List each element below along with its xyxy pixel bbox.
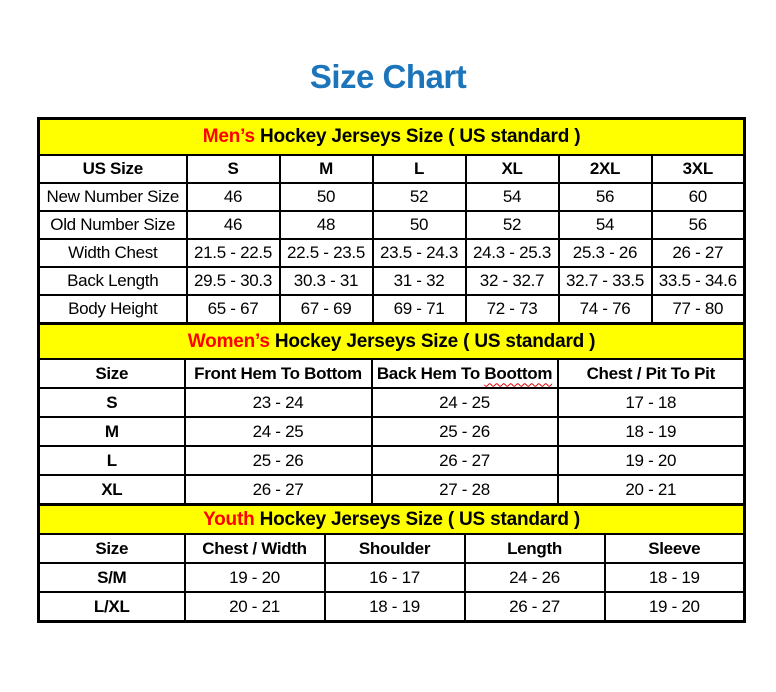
cell-value: 22.5 - 23.5	[280, 239, 373, 267]
cell-value: 56	[559, 183, 652, 211]
column-header-xl: XL	[466, 155, 559, 183]
table-row-body-height	[39, 295, 745, 324]
column-header-back-hem-prefix: Back Hem To	[376, 363, 485, 383]
cell-value: 25 - 26	[372, 417, 558, 446]
column-header-back-hem-misspelled-word: Boottom	[484, 363, 553, 383]
cell-value: 26 - 27	[185, 475, 372, 505]
cell-value: 32 - 32.7	[466, 267, 559, 295]
mens-size-table	[37, 117, 746, 325]
column-header-3xl: 3XL	[652, 155, 745, 183]
table-row-womens-s	[39, 388, 745, 417]
cell-value: 48	[280, 211, 373, 239]
womens-size-table	[37, 322, 746, 506]
cell-value: 77 - 80	[652, 295, 745, 324]
column-header-size: Size	[39, 359, 185, 388]
table-row-width-chest	[39, 239, 745, 267]
row-label: Width Chest	[39, 239, 187, 267]
size-chart-tables	[37, 117, 745, 623]
womens-section-heading-row	[39, 324, 745, 360]
table-row-womens-l	[39, 446, 745, 475]
cell-value: 16 - 17	[325, 563, 465, 592]
cell-value: 52	[373, 183, 466, 211]
cell-value: 50	[373, 211, 466, 239]
cell-value: 46	[187, 211, 280, 239]
cell-value: 31 - 32	[373, 267, 466, 295]
cell-value: 50	[280, 183, 373, 211]
cell-value: 27 - 28	[372, 475, 558, 505]
cell-value: 54	[466, 183, 559, 211]
cell-value: 56	[652, 211, 745, 239]
column-header-chest-pit: Chest / Pit To Pit	[558, 359, 745, 388]
column-header-2xl: 2XL	[559, 155, 652, 183]
cell-value: 23 - 24	[185, 388, 372, 417]
cell-value: 20 - 21	[185, 592, 325, 622]
cell-value: 60	[652, 183, 745, 211]
cell-value: 25.3 - 26	[559, 239, 652, 267]
cell-value: 18 - 19	[558, 417, 745, 446]
cell-value: 24 - 26	[465, 563, 605, 592]
youth-section-heading-row	[39, 505, 745, 535]
youth-size-table	[37, 503, 746, 623]
cell-value: 20 - 21	[558, 475, 745, 505]
womens-heading-highlight: Women’s	[187, 330, 270, 352]
cell-value: 24 - 25	[372, 388, 558, 417]
womens-header-row	[39, 359, 745, 388]
column-header-size: Size	[39, 534, 185, 563]
cell-value: 30.3 - 31	[280, 267, 373, 295]
cell-value: 18 - 19	[605, 563, 745, 592]
row-label: Back Length	[39, 267, 187, 295]
cell-value: 32.7 - 33.5	[559, 267, 652, 295]
column-header-shoulder: Shoulder	[325, 534, 465, 563]
column-header-s: S	[187, 155, 280, 183]
row-label: Old Number Size	[39, 211, 187, 239]
column-header-front-hem: Front Hem To Bottom	[185, 359, 372, 388]
cell-value: 26 - 27	[652, 239, 745, 267]
youth-header-row	[39, 534, 745, 563]
cell-value: 33.5 - 34.6	[652, 267, 745, 295]
cell-value: 23.5 - 24.3	[373, 239, 466, 267]
cell-value: 25 - 26	[185, 446, 372, 475]
cell-value: 69 - 71	[373, 295, 466, 324]
mens-section-heading-row	[39, 119, 745, 156]
womens-section-heading	[39, 324, 745, 360]
column-header-back-hem	[372, 359, 558, 388]
mens-header-row	[39, 155, 745, 183]
cell-value: 74 - 76	[559, 295, 652, 324]
row-label: L	[39, 446, 185, 475]
youth-section-heading	[39, 505, 745, 535]
column-header-length: Length	[465, 534, 605, 563]
row-label: Body Height	[39, 295, 187, 324]
cell-value: 19 - 20	[185, 563, 325, 592]
column-header-us-size: US Size	[39, 155, 187, 183]
cell-value: 46	[187, 183, 280, 211]
youth-heading-rest: Hockey Jerseys Size ( US standard )	[254, 508, 580, 530]
mens-heading-rest: Hockey Jerseys Size ( US standard )	[254, 126, 581, 147]
table-row-womens-m	[39, 417, 745, 446]
youth-heading-highlight: Youth	[203, 508, 255, 530]
cell-value: 24 - 25	[185, 417, 372, 446]
table-row-womens-xl	[39, 475, 745, 505]
cell-value: 18 - 19	[325, 592, 465, 622]
cell-value: 29.5 - 30.3	[187, 267, 280, 295]
womens-heading-rest: Hockey Jerseys Size ( US standard )	[269, 330, 596, 352]
page-title: Size Chart	[309, 58, 467, 95]
column-header-sleeve: Sleeve	[605, 534, 745, 563]
cell-value: 52	[466, 211, 559, 239]
table-row-youth-lxl	[39, 592, 745, 622]
cell-value: 24.3 - 25.3	[466, 239, 559, 267]
row-label: M	[39, 417, 185, 446]
column-header-l: L	[373, 155, 466, 183]
row-label: L/XL	[39, 592, 185, 622]
column-header-chest-width: Chest / Width	[185, 534, 325, 563]
column-header-m: M	[280, 155, 373, 183]
mens-section-heading	[39, 119, 745, 156]
cell-value: 65 - 67	[187, 295, 280, 324]
cell-value: 19 - 20	[605, 592, 745, 622]
cell-value: 26 - 27	[465, 592, 605, 622]
table-row-old-number-size	[39, 211, 745, 239]
cell-value: 67 - 69	[280, 295, 373, 324]
row-label: XL	[39, 475, 185, 505]
table-row-youth-sm	[39, 563, 745, 592]
cell-value: 72 - 73	[466, 295, 559, 324]
cell-value: 19 - 20	[558, 446, 745, 475]
mens-heading-highlight: Men’s	[202, 126, 255, 147]
row-label: S/M	[39, 563, 185, 592]
cell-value: 17 - 18	[558, 388, 745, 417]
cell-value: 21.5 - 22.5	[187, 239, 280, 267]
table-row-new-number-size	[39, 183, 745, 211]
row-label: S	[39, 388, 185, 417]
table-row-back-length	[39, 267, 745, 295]
cell-value: 54	[559, 211, 652, 239]
cell-value: 26 - 27	[372, 446, 558, 475]
row-label: New Number Size	[39, 183, 187, 211]
